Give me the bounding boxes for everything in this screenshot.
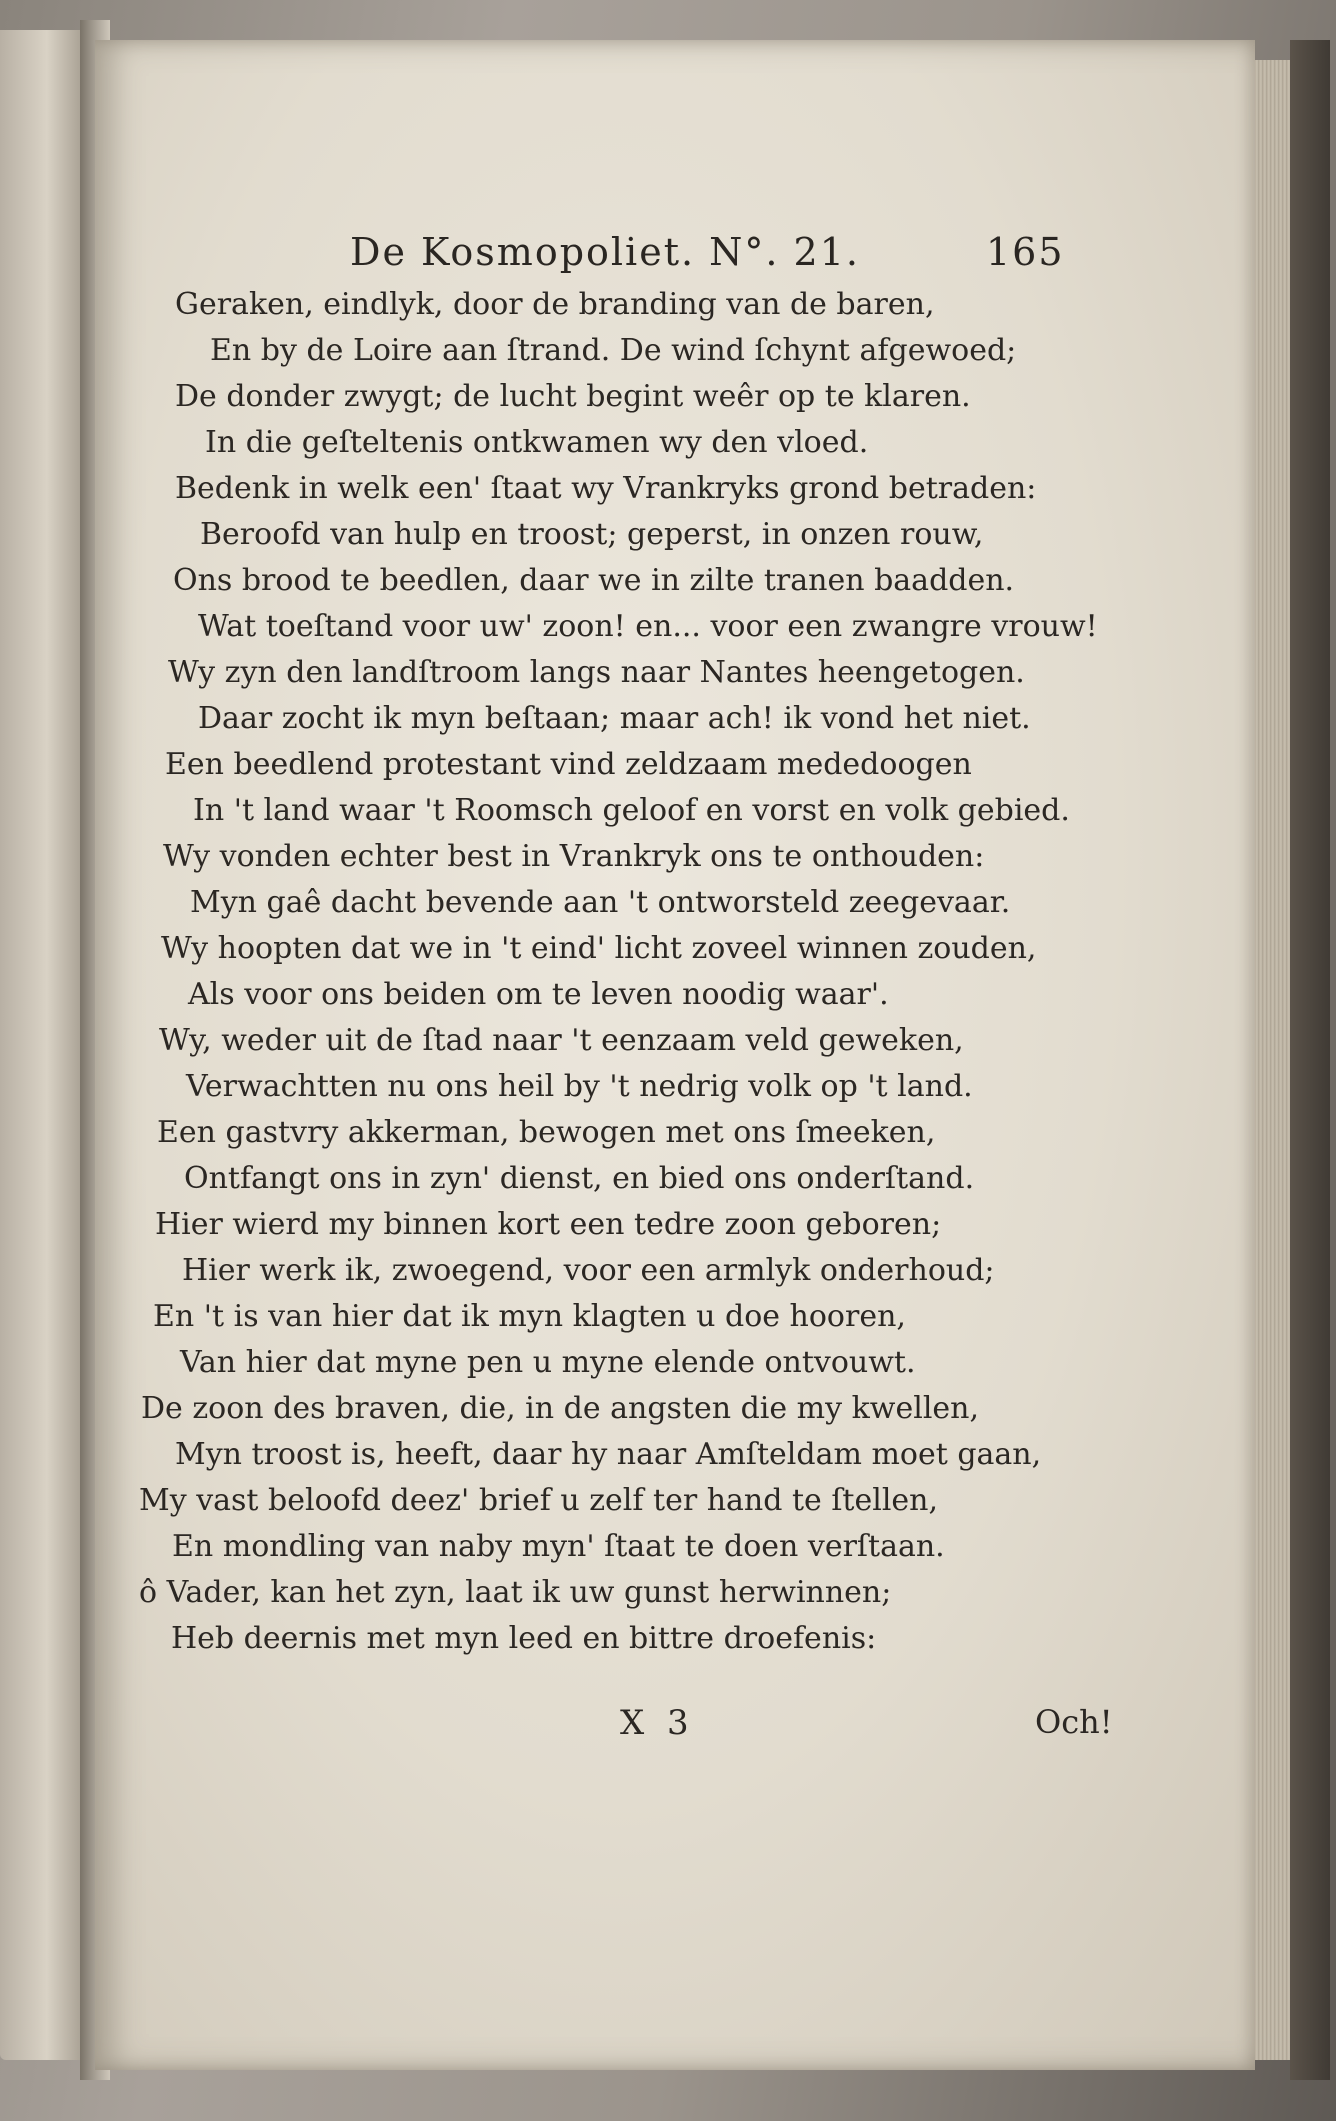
book-cover-edge (1290, 40, 1330, 2080)
poem-line: Daar zocht ik myn beſtaan; maar ach! ik vond het niet. (198, 701, 1031, 736)
poem-line: En mondling van naby myn' ſtaat te doen verſtaan. (172, 1529, 945, 1564)
poem-line: Ons brood te beedlen, daar we in zilte tranen baadden. (173, 563, 1015, 598)
poem-line: De donder zwygt; de lucht begint weêr op te klaren. (175, 379, 971, 414)
poem-line: Beroofd van hulp en troost; geperst, in onzen rouw, (200, 517, 984, 552)
page-number: 165 (986, 230, 1065, 274)
poem-line: Wy vonden echter best in Vrankryk ons te onthouden: (163, 839, 985, 874)
poem-line: Hier wierd my binnen kort een tedre zoon geboren; (155, 1207, 942, 1242)
poem-line: Myn gaê dacht bevende aan 't ontworsteld zeegevaar. (190, 885, 1011, 920)
poem-line: Ontfangt ons in zyn' dienst, en bied ons onderſtand. (184, 1161, 975, 1196)
poem-line: In die geſteltenis ontkwamen wy den vloed. (205, 425, 869, 460)
poem-line: Heb deernis met myn leed en bittre droefenis: (171, 1621, 877, 1656)
poem-line: My vast beloofd deez' brief u zelf ter hand te ſtellen, (139, 1483, 939, 1518)
book-page (95, 40, 1255, 2070)
poem-line: Myn troost is, heeft, daar hy naar Amſteldam moet gaan, (175, 1437, 1042, 1472)
facing-page-edge (0, 30, 85, 2060)
poem-line: Als voor ons beiden om te leven noodig waar'. (188, 977, 889, 1012)
poem-line: Een beedlend protestant vind zeldzaam mededoogen (165, 747, 972, 782)
poem-line: Wy hoopten dat we in 't eind' licht zoveel winnen zouden, (161, 931, 1037, 966)
signature-mark: X 3 (620, 1703, 695, 1743)
poem-line: Verwachtten nu ons heil by 't nedrig volk op 't land. (186, 1069, 973, 1104)
poem-line: ô Vader, kan het zyn, laat ik uw gunst herwinnen; (139, 1575, 892, 1610)
poem-line: Wy zyn den landſtroom langs naar Nantes heengetogen. (168, 655, 1025, 690)
poem-line: En 't is van hier dat ik myn klagten u doe hooren, (153, 1299, 906, 1334)
poem-line: Van hier dat myne pen u myne elende ontvouwt. (180, 1345, 916, 1380)
poem-line: Bedenk in welk een' ſtaat wy Vrankryks grond betraden: (175, 471, 1037, 506)
catchword: Och! (1035, 1703, 1113, 1741)
poem-line: Wat toeſtand voor uw' zoon! en... voor een zwangre vrouw! (198, 609, 1098, 644)
poem-line: In 't land waar 't Roomsch geloof en vorst en volk gebied. (193, 793, 1070, 828)
poem-line: De zoon des braven, die, in de angsten die my kwellen, (141, 1391, 980, 1426)
poem-line: Geraken, eindlyk, door de branding van de baren, (175, 287, 935, 322)
poem-body (95, 40, 1255, 2070)
running-title: De Kosmopoliet. N°. 21. (350, 230, 860, 274)
poem-line: Wy, weder uit de ſtad naar 't eenzaam veld geweken, (159, 1023, 964, 1058)
poem-line: Hier werk ik, zwoegend, voor een armlyk onderhoud; (182, 1253, 995, 1288)
poem-line: Een gastvry akkerman, bewogen met ons ſmeeken, (157, 1115, 936, 1150)
poem-line: En by de Loire aan ſtrand. De wind ſchynt afgewoed; (210, 333, 1017, 368)
